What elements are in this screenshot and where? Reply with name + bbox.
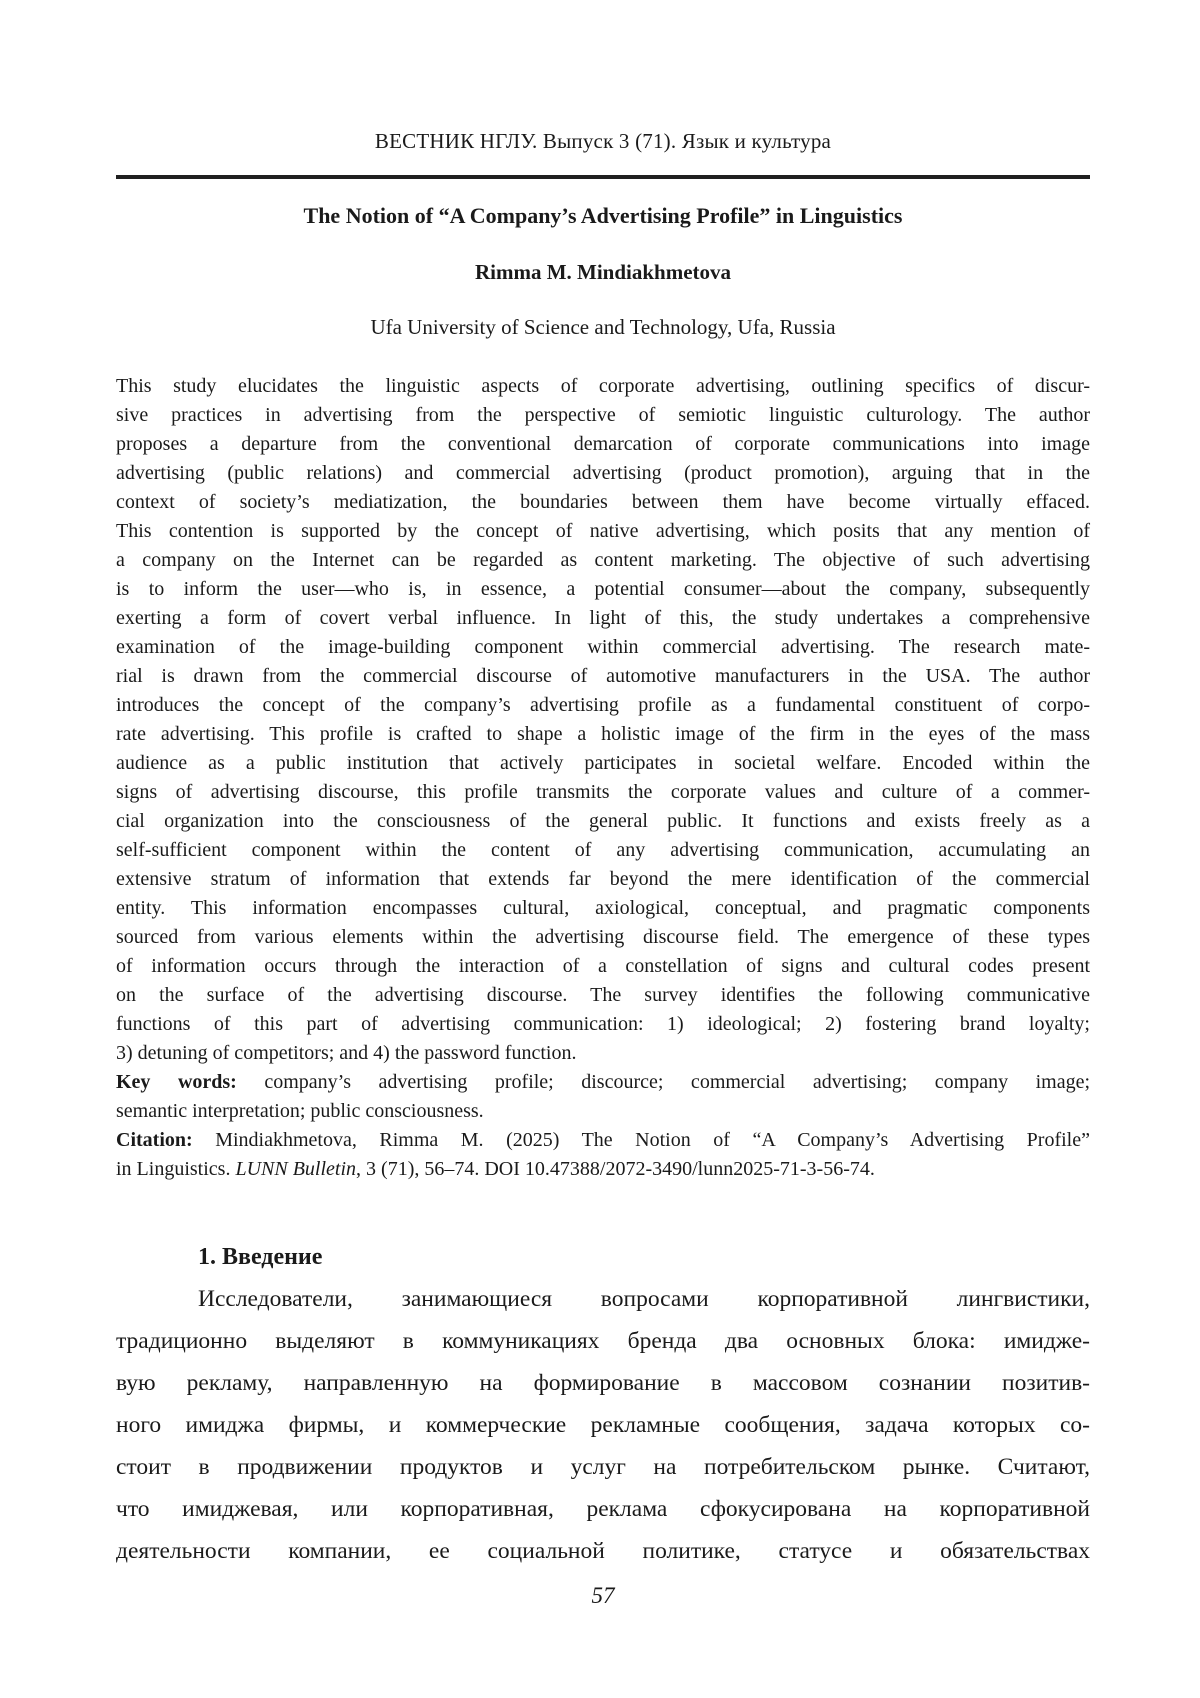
abstract-line: functions of this part of advertising communication: 1) ideological; 2) fostering brand loyalty;: [116, 1013, 1090, 1035]
abstract-line: of information occurs through the interaction of a constellation of signs and cultural codes present: [116, 955, 1090, 977]
introduction-line: стоит в продвижении продуктов и услуг на потребительском рынке. Считают,: [116, 1454, 1090, 1480]
introduction-paragraph: [116, 1278, 1090, 1572]
introduction-line: что имиджевая, или корпоративная, реклама сфокусирована на корпоративной: [116, 1496, 1090, 1522]
abstract-line: rate advertising. This profile is crafted to shape a holistic image of the firm in the eyes of the mass: [116, 723, 1090, 745]
citation-label: Citation:: [116, 1129, 193, 1151]
abstract-line: 3) detuning of competitors; and 4) the password function.: [116, 1042, 577, 1064]
abstract-line: cial organization into the consciousness of the general public. It functions and exists freely as a: [116, 810, 1090, 832]
citation-line-2: [116, 1155, 1090, 1184]
abstract-line: extensive stratum of information that extends far beyond the mere identification of the commercial: [116, 868, 1090, 890]
abstract-line: introduces the concept of the company’s advertising profile as a fundamental constituent of corpo-: [116, 694, 1090, 716]
citation-block: [116, 1126, 1090, 1184]
abstract-line: on the surface of the advertising discourse. The survey identifies the following communicative: [116, 984, 1090, 1006]
citation-line-1: [116, 1126, 1090, 1155]
abstract-paragraph: [116, 372, 1090, 1068]
abstract-line: rial is drawn from the commercial discourse of automotive manufacturers in the USA. The author: [116, 665, 1090, 687]
abstract-line: proposes a departure from the conventional demarcation of corporate communications into image: [116, 433, 1090, 455]
abstract-line: examination of the image-building component within commercial advertising. The research mate-: [116, 636, 1090, 658]
author-affiliation: Ufa University of Science and Technology, Ufa, Russia: [370, 315, 836, 339]
introduction-line: традиционно выделяют в коммуникациях бренда два основных блока: имидже-: [116, 1328, 1090, 1354]
citation-text: Mindiakhmetova, Rimma M. (2025) The Notion of “A Company’s Advertising Profile”: [215, 1129, 1090, 1151]
introduction-line: вую рекламу, направленную на формирование в массовом сознании позитив-: [116, 1370, 1090, 1396]
introduction-line: деятельности компании, ее социальной политике, статусе и обязательствах: [116, 1538, 1090, 1564]
abstract-line: entity. This information encompasses cultural, axiological, conceptual, and pragmatic components: [116, 897, 1090, 919]
introduction-line: Исследователи, занимающиеся вопросами корпоративной лингвистики,: [198, 1286, 1090, 1312]
header-divider-rule: [116, 175, 1090, 179]
keywords-line-2: [116, 1097, 1090, 1126]
abstract-line: self-sufficient component within the content of any advertising communication, accumulating an: [116, 839, 1090, 861]
article-title: The Notion of “A Company’s Advertising Profile” in Linguistics: [303, 203, 903, 228]
author-name: Rimma M. Mindiakhmetova: [474, 260, 732, 284]
abstract-line: context of society’s mediatization, the boundaries between them have become virtually effaced.: [116, 491, 1090, 513]
citation-journal-name: LUNN Bulletin: [235, 1158, 357, 1180]
keywords-label: Key words:: [116, 1071, 237, 1093]
keywords-line-1: [116, 1068, 1090, 1097]
abstract-line: audience as a public institution that actively participates in societal welfare. Encoded within the: [116, 752, 1090, 774]
introduction-line: ного имиджа фирмы, и коммерческие рекламные сообщения, задача которых со-: [116, 1412, 1090, 1438]
keywords-text-continued: semantic interpretation; public consciousness.: [116, 1100, 484, 1122]
abstract-line: This study elucidates the linguistic aspects of corporate advertising, outlining specifics of discur-: [116, 375, 1090, 397]
abstract-line: This contention is supported by the concept of native advertising, which posits that any mention of: [116, 520, 1090, 542]
journal-header: ВЕСТНИК НГЛУ. Выпуск 3 (71). Язык и культура: [374, 129, 832, 153]
abstract-line: exerting a form of covert verbal influence. In light of this, the study undertakes a comprehensive: [116, 607, 1090, 629]
page-number: 57: [591, 1583, 615, 1608]
citation-reference-details: , 3 (71), 56–74. DOI 10.47388/2072-3490/lunn2025-71-3-56-74.: [356, 1158, 875, 1180]
section-heading-introduction: 1. Введение: [198, 1244, 323, 1270]
citation-text-continued: in Linguistics.: [116, 1158, 236, 1180]
keywords-text: company’s advertising profile; discource; commercial advertising; company image;: [264, 1071, 1091, 1093]
keywords-block: [116, 1068, 1090, 1126]
abstract-line: sourced from various elements within the advertising discourse field. The emergence of these types: [116, 926, 1090, 948]
abstract-line: is to inform the user—who is, in essence, a potential consumer—about the company, subsequently: [116, 578, 1090, 600]
abstract-line: sive practices in advertising from the perspective of semiotic linguistic culturology. The author: [116, 404, 1090, 426]
abstract-line: a company on the Internet can be regarded as content marketing. The objective of such advertising: [116, 549, 1090, 571]
abstract-line: advertising (public relations) and commercial advertising (product promotion), arguing that in the: [116, 462, 1090, 484]
abstract-line: signs of advertising discourse, this profile transmits the corporate values and culture of a commer-: [116, 781, 1090, 803]
